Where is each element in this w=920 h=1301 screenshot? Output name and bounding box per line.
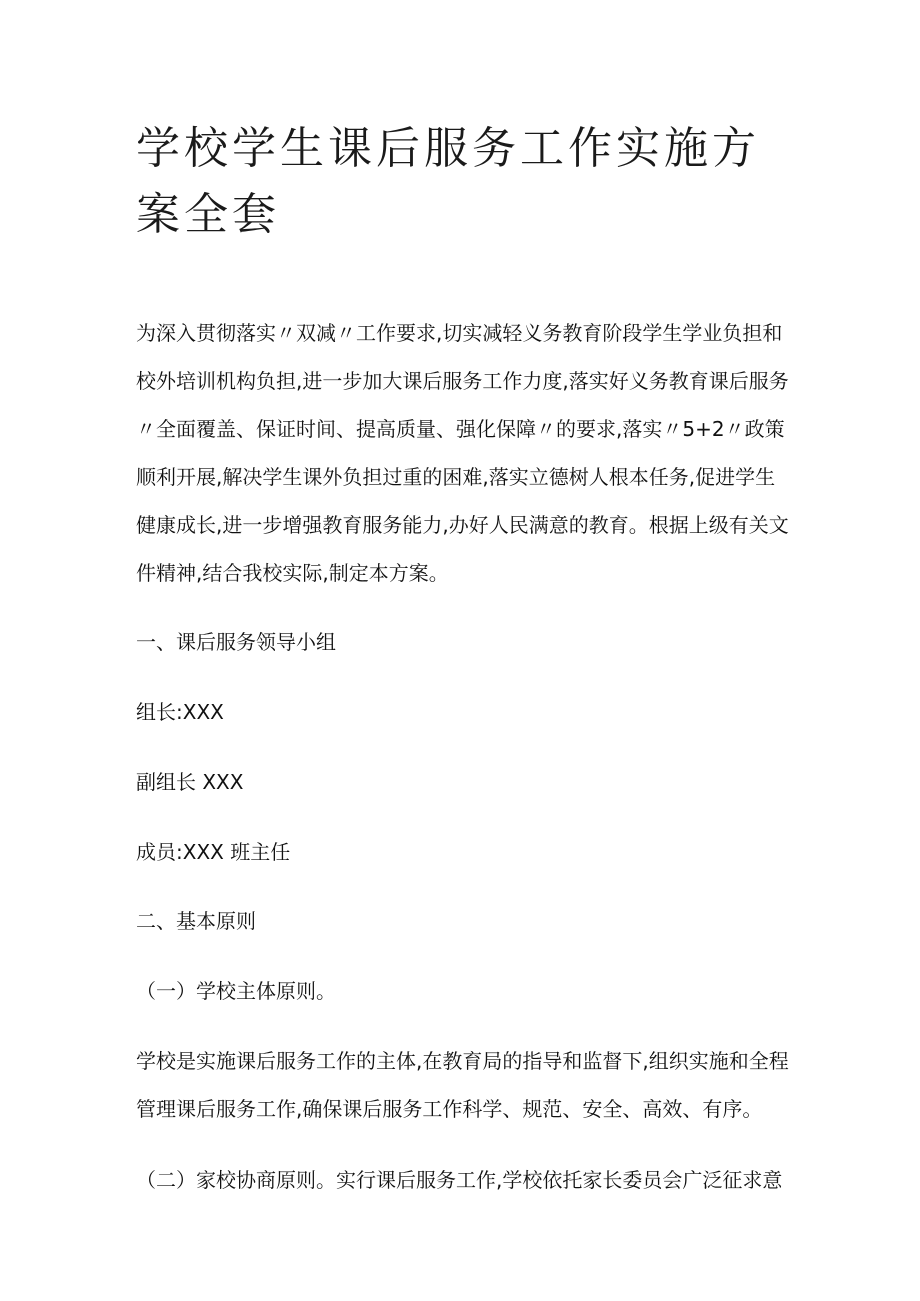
section-heading-leadership: 一、课后服务领导小组 bbox=[136, 630, 336, 654]
intro-paragraph: 为深入贯彻落实〃双减〃工作要求,切实减轻义务教育阶段学生学业负担和校外培训机构负担,进一步加大课后服务工作力度,落实好义务教育课后服务〃全面覆盖、保证时间、提高质量、强化保障〃的要求,落实〃5+2〃政策顺利开展,解决学生课外负担过重的困难,落实立德树人根本任务,促进学生健康成长,进一步增强教育服务能力,办好人民满意的教育。根据上级有关文件精神,结合我校实际,制定本方案。 bbox=[136, 321, 789, 585]
leader-line: 组长:XXX bbox=[136, 700, 224, 724]
document-title: 学校学生课后服务工作实施方案全套 bbox=[136, 123, 760, 240]
principle-1-body: 学校是实施课后服务工作的主体,在教育局的指导和监督下,组织实施和全程管理课后服务工作,确保课后服务工作科学、规范、安全、高效、有序。 bbox=[136, 1049, 789, 1121]
members-line: 成员:XXX 班主任 bbox=[136, 840, 291, 864]
principle-1-heading: （一）学校主体原则。 bbox=[136, 979, 336, 1003]
section-heading-principles: 二、基本原则 bbox=[136, 909, 256, 933]
deputy-leader-line: 副组长 XXX bbox=[136, 770, 244, 794]
principle-2-heading: （二）家校协商原则。实行课后服务工作,学校依托家长委员会广泛征求意 bbox=[136, 1168, 783, 1192]
